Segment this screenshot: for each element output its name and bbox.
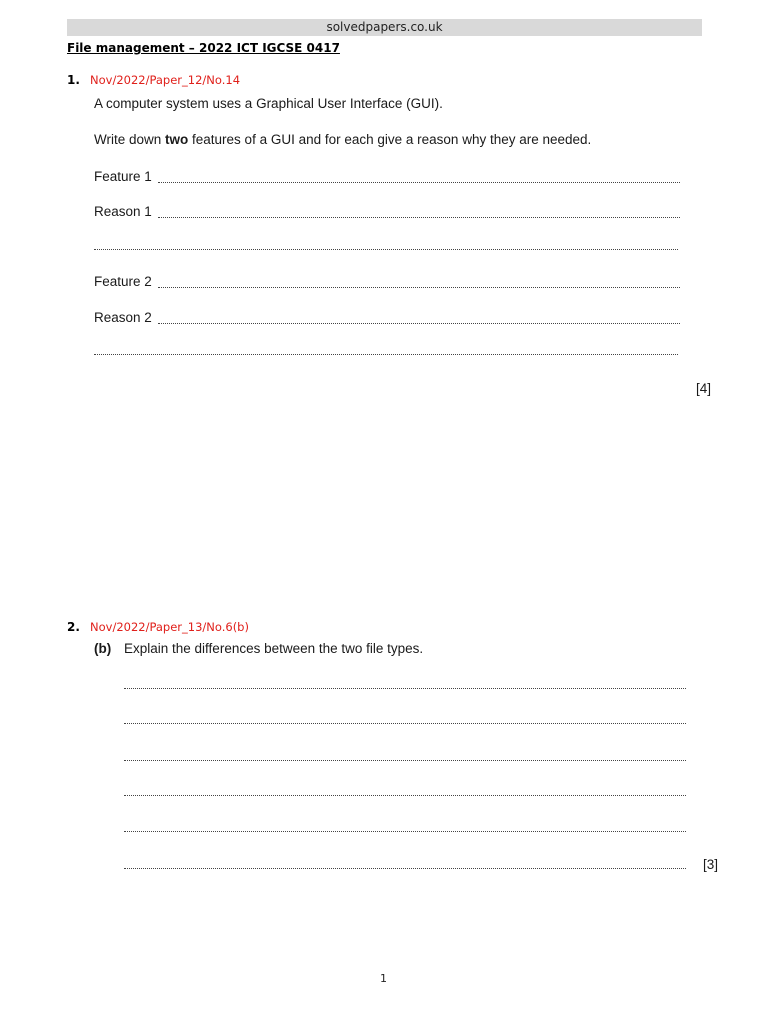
answer-line[interactable] <box>124 760 686 761</box>
reason-2-label: Reason 2 <box>94 310 156 325</box>
instruction-post: features of a GUI and for each give a reason why they are needed. <box>188 132 592 147</box>
answer-line-reason-2-continued[interactable] <box>94 354 678 355</box>
answer-row-feature-1 <box>94 169 680 187</box>
instruction-bold: two <box>165 132 189 147</box>
site-name: solvedpapers.co.uk <box>326 20 443 34</box>
answer-line[interactable] <box>124 868 686 869</box>
feature-1-label: Feature 1 <box>94 169 156 184</box>
instruction-pre: Write down <box>94 132 166 147</box>
question-1-marks: [4] <box>696 381 712 396</box>
document-title: File management – 2022 ICT IGCSE 0417 <box>67 41 340 55</box>
question-2-prompt: Explain the differences between the two file types. <box>124 641 424 656</box>
question-1-number: 1. <box>67 73 80 87</box>
answer-line[interactable] <box>158 182 680 183</box>
page-number: 1 <box>380 972 387 985</box>
answer-line[interactable] <box>158 287 680 288</box>
question-1-intro: A computer system uses a Graphical User Interface (GUI). <box>94 96 443 111</box>
question-1-instruction <box>94 132 591 147</box>
question-2-number: 2. <box>67 620 80 634</box>
answer-line[interactable] <box>158 217 680 218</box>
question-2-marks: [3] <box>703 857 719 872</box>
answer-row-feature-2 <box>94 274 680 292</box>
answer-row-reason-1 <box>94 204 680 222</box>
question-1-reference: Nov/2022/Paper_12/No.14 <box>90 73 241 87</box>
site-header-bar <box>67 19 702 36</box>
answer-line[interactable] <box>158 323 680 324</box>
answer-line[interactable] <box>124 831 686 832</box>
answer-line-reason-1-continued[interactable] <box>94 249 678 250</box>
answer-row-reason-2 <box>94 310 680 328</box>
question-2-reference: Nov/2022/Paper_13/No.6(b) <box>90 620 249 634</box>
feature-2-label: Feature 2 <box>94 274 156 289</box>
reason-1-label: Reason 1 <box>94 204 156 219</box>
answer-line[interactable] <box>124 795 686 796</box>
answer-line[interactable] <box>124 723 686 724</box>
answer-line[interactable] <box>124 688 686 689</box>
question-2-part: (b) <box>94 641 112 656</box>
